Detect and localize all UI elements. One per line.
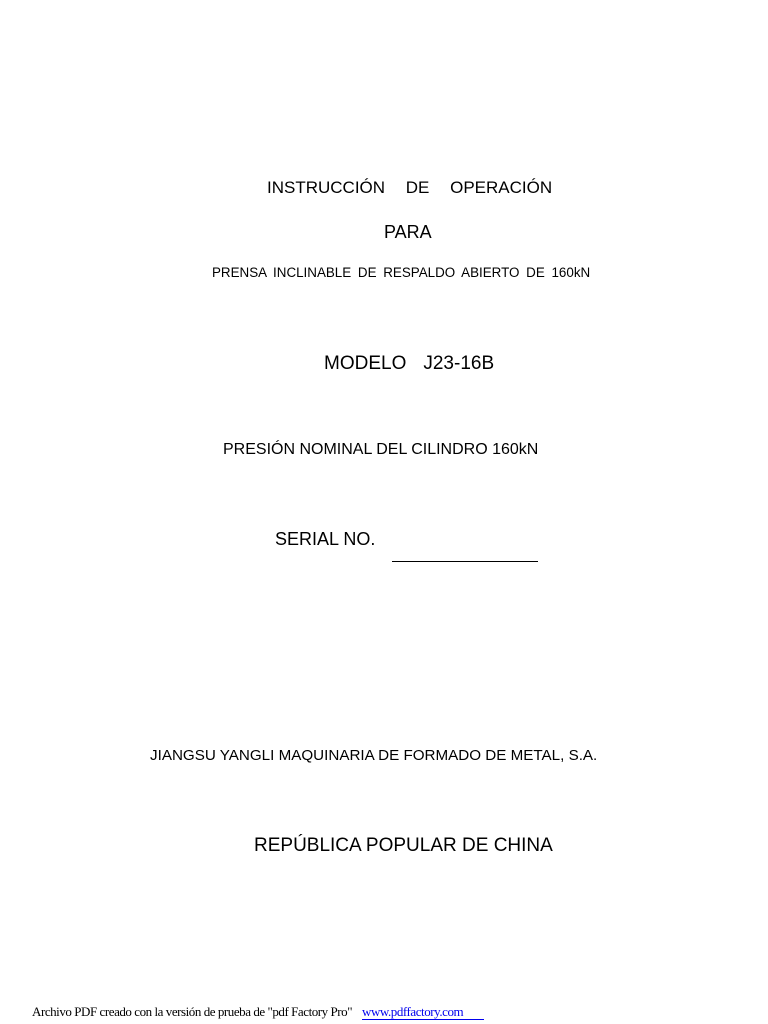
document-title: INSTRUCCIÓN DE OPERACIÓN xyxy=(267,178,553,197)
nominal-pressure: PRESIÓN NOMINAL DEL CILINDRO 160kN xyxy=(223,441,539,458)
company-name: JIANGSU YANGLI MAQUINARIA DE FORMADO DE METAL, S.A. xyxy=(150,747,598,764)
document-para: PARA xyxy=(384,222,432,242)
link-underline xyxy=(362,1019,484,1020)
model-value: J23-16B xyxy=(423,353,495,374)
pdf-creator-notice: Archivo PDF creado con la versión de prueba de "pdf Factory Pro" xyxy=(32,1004,353,1019)
serial-number-label: SERIAL NO. xyxy=(275,529,376,549)
pdffactory-link[interactable]: www.pdffactory.com xyxy=(362,1004,464,1019)
serial-number-blank-line xyxy=(392,561,538,562)
model-label: MODELO xyxy=(324,353,407,374)
document-subtitle: PRENSA INCLINABLE DE RESPALDO ABIERTO DE 160kN xyxy=(212,265,591,280)
model-line xyxy=(324,354,494,373)
country-name: REPÚBLICA POPULAR DE CHINA xyxy=(254,835,553,856)
